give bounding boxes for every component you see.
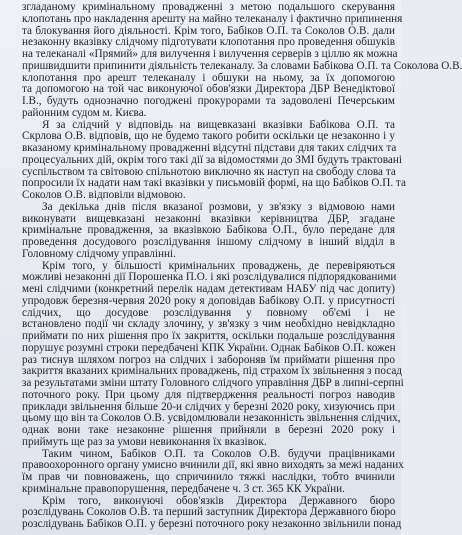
document-line: їм прав чи повноважень, що спричинило тяжкі наслідки, тобто вчинили — [22, 471, 395, 483]
document-line: пришвидшити припинити діяльність телеканалу. За словами Бабікова О.П. та Соколова О.В. — [22, 59, 462, 72]
document-line: поточного року. При цьому для підтвердження реальності погроз наводив — [22, 388, 395, 401]
document-line: За декілька днів після вказаної розмови, у зв'язку з відмовою нами — [42, 200, 395, 213]
document-line: Крім того, виконуючі обов'язків Директора Державного бюро — [42, 494, 395, 507]
document-line: незаконну вказівку слідчому підготувати клопотання про проведення обшуків — [22, 36, 395, 49]
document-line: приймуть ще раз за умови невиконання їх вказівок. — [22, 435, 267, 448]
document-line: кримінальне провадження, за вказівкою Бабікова О.П., було передане для — [22, 224, 395, 237]
document-line: встановлено події чи складу злочину, у зв'язку з чим необхідно невідкладно — [22, 318, 395, 331]
document-line: та допомогою на той час виконуючої обов'язки Директора ДБР Венедіктової — [22, 83, 395, 96]
document-line: Головному слідчому управлінні. — [22, 247, 176, 260]
document-line: та блокування його діяльності. Крім того, Бабіков О.П. та Соколов О.В. дали — [22, 24, 395, 37]
document-line: зглaданому кримінальному провадженні з метою подальшого скерування — [22, 1, 395, 13]
document-line: можливі незаконні дії Порошенка П.О. і які розслідувалися підпорядкованими — [22, 271, 397, 284]
document-line: закриття вказаних кримінальних проваджень, під страхом їх звільнення з посад — [22, 365, 402, 378]
document-line: мені слідчими (конкретний перелік надам детективам НАБУ під час допиту) — [22, 283, 395, 295]
document-line: суспільством та світовою спільнотою виключно як наступ на свободу слова та — [22, 165, 396, 178]
document-line: Соколов О.В. відповіли відмовою. — [22, 189, 186, 201]
document-line: проведення досудового розслідування іншому слідчому в інший відділ в — [22, 236, 395, 248]
document-line: Крім того, у більшості кримінальних проваджень, де перевіряються — [42, 259, 395, 272]
document-line: процесуальних дій, окрім того такі дії за відомостями до ЗМІ будуть трактовані — [22, 153, 402, 166]
document-line: на телеканалі «Прямий» для вилучення і вилучення серверів з ціллю як можна — [22, 48, 398, 60]
document-line: раз тиснув шляхом погроз на слідчих і забороняв їм приймати рішення про — [22, 353, 395, 366]
document-line: розслідувань Бабіков О.П. у березні поточного року незаконно звільнили понад — [22, 518, 402, 530]
document-line: кримінальне правопорушення, передбачене ч. 3 ст. 365 КК України. — [22, 482, 345, 495]
document-line: І.В., будуть однозначно погоджені прокурорами та задоволені Печерським — [22, 95, 395, 107]
document-line: за результатами зміни штату Головного слідчого управління ДБР в липні-серпні — [22, 377, 404, 389]
document-line: Я за слідчий у відповідь на вищевказані вказівки Бабікова О.П. та — [42, 118, 395, 131]
document-line: однак вони таке незаконне рішення прийняли в березні 2020 року і — [22, 424, 395, 436]
document-line: приклади звільнення більше 20-и слідчих у березні 2020 року, хизуючись при — [22, 400, 395, 413]
document-line: Таким чином, Бабіков О.П. та Соколов О.В. будучи працівниками — [42, 447, 395, 460]
document-line: попросили їх надати нам такі вказівки у письмовій формі, на що Бабіков О.П. та — [22, 177, 406, 190]
document-line: районним судом м. Києва. — [22, 106, 147, 119]
document-line: слідчих, що досудове розслідування у повному об'ємі і не — [22, 306, 395, 319]
document-line: Скрлова О.В. відповів, що не будемо такого робити оскільки це незаконно і у — [22, 130, 395, 143]
document-line: правоохоронного органу умисно вчинили дії, які явно виходять за межі наданих — [22, 459, 404, 472]
document-line: приймати по них рішення про їх закриття, оскільки подальше розслідування — [22, 330, 395, 342]
document-line: порушує розумні строки передбачені КПК України. Однак Бабіков О.П. кожен — [22, 341, 396, 354]
document-line: цьому що він та Соколов О.В. усвідомлювали незаконність звільнення слідчих, — [22, 412, 401, 425]
document-line: клопотань про накладення арешту на майно телеканалу і фактично припинення — [22, 12, 403, 25]
document-line: розслідувань Соколов О.В. та перший заступник Директора Державного бюро — [22, 506, 396, 519]
document-line: вказаному кримінальному провадженні відсутні підстави для таких слідчих та — [22, 142, 397, 154]
document-line: клопотання про арешт телеканалу і обшуки на ньому, за їх допомогою — [22, 71, 395, 84]
document-line: упродовж березня-червня 2020 року я доповідав Бабікову О.П. у присутності — [22, 294, 395, 307]
document-line: виконувати вищевказані незаконні вказівки керівництва ДБР, згадане — [22, 212, 395, 225]
